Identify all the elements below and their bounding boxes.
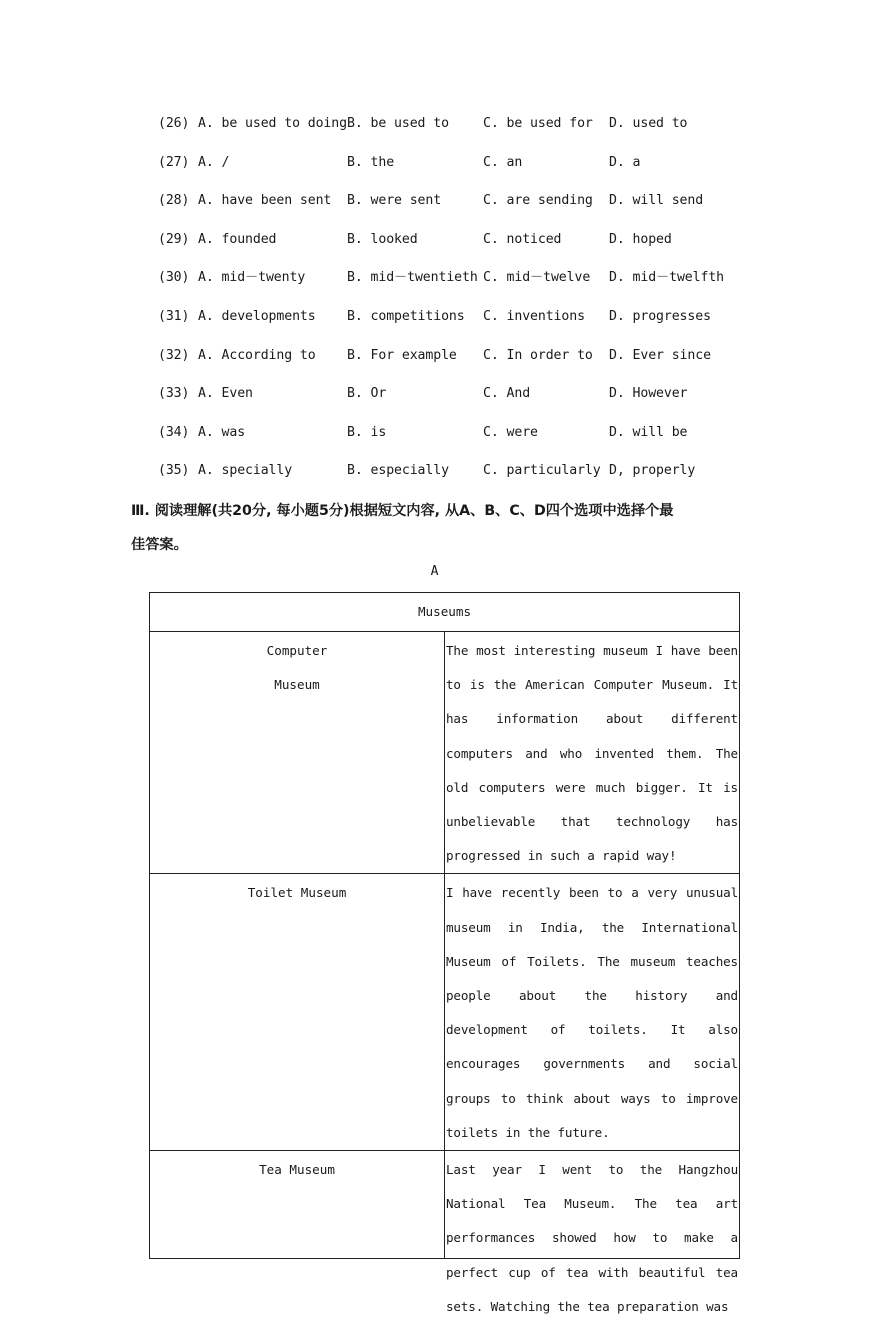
question-options-list xyxy=(158,110,758,496)
question-number: (35) xyxy=(158,463,190,479)
option-b: B. especially xyxy=(347,463,449,479)
option-d: D. will send xyxy=(609,193,704,209)
section-heading xyxy=(131,494,743,562)
option-a: A. According to xyxy=(198,347,316,363)
option-b: B. competitions xyxy=(347,308,465,324)
question-number: (34) xyxy=(158,424,190,440)
question-row xyxy=(158,303,758,342)
option-c: C. particularly xyxy=(483,463,601,479)
option-a: A. have been sent xyxy=(198,193,332,209)
museum-description: The most interesting museum I have been to is the American Computer Museum. It has information about different computers and who invented them. The old computers were much bigger. It is unbelievable that technology has progressed in such a rapid way! xyxy=(445,632,740,874)
question-number: (32) xyxy=(158,347,190,363)
option-c: C. were xyxy=(483,424,538,440)
option-b: B. looked xyxy=(347,231,418,247)
option-d: D, properly xyxy=(609,463,696,479)
question-row xyxy=(158,264,758,303)
option-a: A. developments xyxy=(198,308,316,324)
table-row xyxy=(150,874,740,1151)
option-d: D. mid－twelfth xyxy=(609,270,725,286)
table-row xyxy=(150,1151,740,1259)
museum-description: Last year I went to the Hangzhou National Tea Museum. The tea art performances showed how to make a perfect cup of tea with beautiful tea sets. Watching the tea preparation was xyxy=(446,1162,738,1314)
museum-description: I have recently been to a very unusual museum in India, the International Museum of Toilets. The museum teaches people about the history and development of toilets. It also encourages governments and social groups to think about ways to improve toilets in the future. xyxy=(445,874,740,1151)
option-c: C. be used for xyxy=(483,116,593,131)
section-heading-line2: 佳答案。 xyxy=(131,537,188,553)
option-d: D. progresses xyxy=(609,308,711,324)
museum-name-line1: Tea Museum xyxy=(259,1162,335,1178)
question-row xyxy=(158,226,758,265)
option-b: B. For example xyxy=(347,347,457,363)
museum-name-line1: Toilet Museum xyxy=(247,885,347,901)
option-b: B. mid－twentieth xyxy=(347,270,478,286)
question-row xyxy=(158,419,758,458)
passage-label: A xyxy=(430,564,439,579)
question-row xyxy=(158,457,758,496)
question-number: (26) xyxy=(158,116,190,131)
question-number: (31) xyxy=(158,308,190,324)
option-b: B. the xyxy=(347,154,395,170)
option-d: D. Ever since xyxy=(609,347,711,363)
museum-description-cell xyxy=(445,1151,740,1314)
option-a: A. founded xyxy=(198,231,277,247)
option-c: C. inventions xyxy=(483,308,585,324)
option-b: B. Or xyxy=(347,386,387,402)
question-row xyxy=(158,342,758,381)
museum-name-cell xyxy=(150,1151,445,1259)
option-b: B. is xyxy=(347,424,387,440)
table-header-row xyxy=(150,593,740,632)
question-row xyxy=(158,187,758,226)
option-d: D. used to xyxy=(609,116,688,131)
option-a: A. / xyxy=(198,154,230,170)
option-c: C. And xyxy=(483,386,531,402)
question-number: (28) xyxy=(158,193,190,209)
option-c: C. are sending xyxy=(483,193,593,209)
museums-table xyxy=(149,592,740,1314)
option-a: A. specially xyxy=(198,463,293,479)
question-row xyxy=(158,149,758,188)
question-number: (27) xyxy=(158,154,190,170)
option-d: D. a xyxy=(609,154,641,170)
museum-name-line1: Computer xyxy=(266,643,328,658)
question-row xyxy=(158,380,758,419)
option-b: B. were sent xyxy=(347,193,442,209)
table-row xyxy=(150,632,740,874)
option-d: D. hoped xyxy=(609,231,672,247)
option-c: C. mid－twelve xyxy=(483,270,591,286)
question-row xyxy=(158,110,758,149)
question-number: (29) xyxy=(158,231,190,247)
option-c: C. noticed xyxy=(483,231,562,247)
museum-name-cell xyxy=(150,632,445,874)
table-header: Museums xyxy=(150,593,740,632)
option-a: A. was xyxy=(198,424,246,440)
option-c: C. an xyxy=(483,154,523,170)
question-number: (33) xyxy=(158,386,190,402)
option-d: D. will be xyxy=(609,424,688,440)
museum-name-line2: Museum xyxy=(274,677,320,692)
option-c: C. In order to xyxy=(483,347,593,363)
option-b: B. be used to xyxy=(347,116,449,131)
question-number: (30) xyxy=(158,270,190,286)
option-d: D. However xyxy=(609,386,688,402)
option-a: A. mid－twenty xyxy=(198,270,306,286)
option-a: A. be used to doing xyxy=(198,116,347,131)
museum-name-cell xyxy=(150,874,445,1151)
section-heading-line1: Ⅲ. 阅读理解(共20分, 每小题5分)根据短文内容, 从A、B、C、D四个选项中选择个最 xyxy=(131,503,674,519)
option-a: A. Even xyxy=(198,386,253,402)
